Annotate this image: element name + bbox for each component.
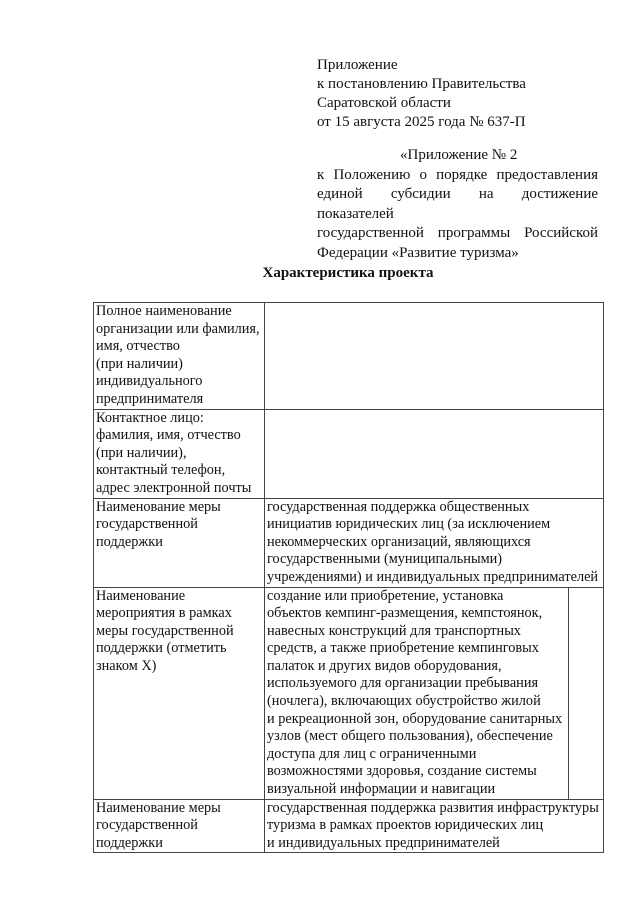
label-line: фамилия, имя, отчество	[96, 427, 241, 444]
table-row	[94, 587, 604, 799]
label-line: адрес электронной почты	[96, 479, 252, 496]
header-line: к постановлению Правительства	[317, 76, 526, 92]
row-value	[265, 587, 569, 799]
label-line: мероприятия в рамках	[96, 605, 232, 622]
value-line: государственными (муниципальными)	[267, 551, 503, 568]
label-line: (при наличии)	[96, 355, 183, 372]
header-line: от 15 августа 2025 года № 637-П	[317, 114, 526, 130]
label-line: государственной	[96, 817, 198, 834]
project-table	[93, 302, 604, 853]
label-line: Наименование	[96, 587, 186, 604]
label-line: поддержки	[96, 834, 163, 851]
label-line: поддержки	[96, 533, 163, 550]
label-line: организации или фамилия,	[96, 320, 260, 337]
value-line: некоммерческих организаций, являющихся	[267, 533, 531, 550]
label-line: Контактное лицо:	[96, 409, 204, 426]
appendix-line: государственной программы Российской	[317, 225, 598, 241]
label-line: знаком Х)	[96, 657, 157, 674]
label-line: (при наличии),	[96, 444, 187, 461]
table-row	[94, 799, 604, 853]
label-line: Наименование меры	[96, 799, 221, 816]
row-label	[94, 303, 265, 410]
resolution-header	[317, 56, 526, 132]
value-line: используемого для организации пребывания	[267, 675, 539, 692]
row-label	[94, 587, 265, 799]
value-line: учреждениями) и индивидуальных предпринимателей	[267, 568, 599, 585]
appendix-block	[317, 146, 598, 263]
appendix-line: «Приложение № 2	[400, 147, 518, 163]
row-label	[94, 799, 265, 853]
page-title: Характеристика проекта	[262, 265, 434, 281]
value-line: инициатив юридических лиц (за исключением	[267, 516, 551, 533]
value-line: государственная поддержка общественных	[267, 498, 530, 515]
appendix-line: к Положению о порядке предоставления	[317, 166, 598, 183]
value-line: узлов (мест общего пользования), обеспечение	[267, 728, 553, 745]
value-line: доступа для лиц с ограниченными	[267, 745, 477, 762]
value-line: (ночлега), включающих обустройство жилой	[267, 693, 541, 710]
value-line: туризма в рамках проектов юридических лиц	[267, 817, 544, 834]
value-line: и рекреационной зон, оборудование санитарных	[267, 710, 563, 727]
label-line: государственной	[96, 516, 198, 533]
value-line: визуальной информации и навигации	[267, 781, 496, 798]
mark-x-cell[interactable]	[569, 587, 604, 799]
header-line: Саратовской области	[317, 95, 451, 111]
appendix-line: единой субсидии на достижение показателей	[317, 186, 598, 222]
value-line: возможностями здоровья, создание системы	[267, 763, 537, 780]
appendix-line: Федерации «Развитие туризма»	[317, 244, 519, 261]
row-label	[94, 409, 265, 498]
row-value-input[interactable]	[265, 303, 604, 410]
value-line: палаток и других видов оборудования,	[267, 657, 502, 674]
value-line: средств, а также приобретение кемпинговых	[267, 640, 539, 657]
table-row	[94, 409, 604, 498]
label-line: имя, отчество	[96, 338, 180, 355]
label-line: Полное наименование	[96, 303, 232, 319]
label-line: Наименование меры	[96, 498, 221, 515]
row-value	[265, 799, 604, 853]
table-row	[94, 303, 604, 410]
value-line: объектов кемпинг-размещения, кемпстоянок,	[267, 605, 543, 622]
row-label	[94, 498, 265, 587]
value-line: и индивидуальных предпринимателей	[267, 834, 500, 851]
row-value-input[interactable]	[265, 409, 604, 498]
label-line: меры государственной	[96, 622, 234, 639]
label-line: индивидуального	[96, 373, 203, 390]
value-line: создание или приобретение, установка	[267, 587, 504, 604]
value-line: навесных конструкций для транспортных	[267, 622, 521, 639]
label-line: поддержки (отметить	[96, 640, 227, 657]
row-value	[265, 498, 604, 587]
table-row	[94, 498, 604, 587]
label-line: контактный телефон,	[96, 462, 226, 479]
label-line: предпринимателя	[96, 390, 204, 407]
header-line: Приложение	[317, 57, 398, 73]
value-line: государственная поддержка развития инфраструктуры	[267, 799, 599, 816]
